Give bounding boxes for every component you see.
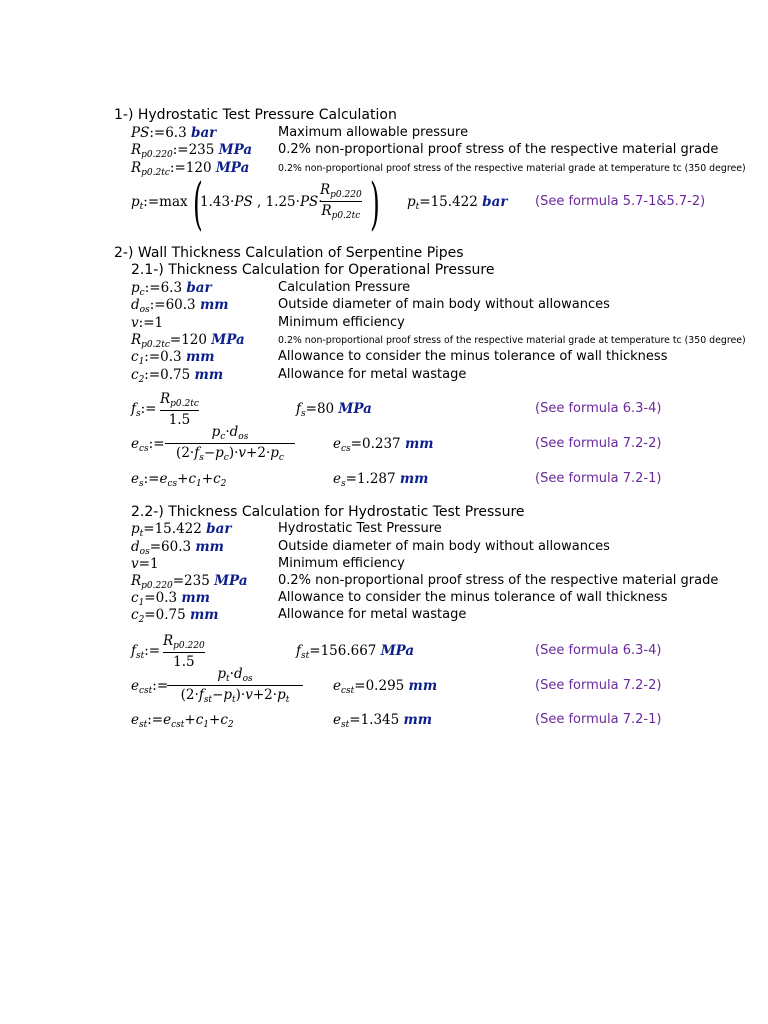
ps-value: 6.3 — [165, 125, 187, 141]
unit-bar: bar — [191, 125, 217, 141]
dos2-value: 60.3 — [161, 539, 192, 555]
ecs-result: $e_{cs}=0.237$ mm — [333, 436, 434, 454]
pc-description: Calculation Pressure — [278, 280, 411, 295]
ecs-reference: (See formula 7.2-2) — [535, 436, 662, 451]
unit-mm: mm — [189, 607, 219, 623]
ecs-formula-lhs: $e_{cs}:=$ — [131, 436, 165, 454]
dos-definition: $d_{os}:=60.3$ mm — [131, 297, 229, 315]
unit-mpa: MPa — [215, 160, 250, 176]
rp220-description-2: 0.2% non-proportional proof stress of the respective material grade — [278, 573, 719, 588]
v2-definition: v=1 — [131, 556, 159, 572]
pt-definition: $p_t=15.422$ bar — [131, 521, 232, 539]
fs-formula-lhs: $f_s:=$ — [131, 401, 157, 419]
pt-formula-args: 1.43·PS , 1.25·PS· — [200, 194, 323, 210]
pt-value: 15.422 — [154, 521, 202, 537]
ecs-formula-fraction: $p_c\cdot d_{os}$ $(2\cdot f_s-p_c)\cdot v+2\cdot p_c$ — [165, 424, 295, 463]
rp2tc-value-2: 120 — [181, 332, 207, 348]
pt-formula-lhs: $p_t:=\max$ — [131, 194, 188, 212]
pc-value: 6.3 — [160, 280, 183, 296]
fs-result-value: 80 — [316, 401, 335, 417]
fst-formula-lhs: $f_{st}:=$ — [131, 643, 161, 661]
fst-result: $f_{st}=156.667$ MPa — [296, 643, 415, 661]
section22-title: 2.2-) Thickness Calculation for Hydrostatic Test Pressure — [131, 504, 525, 520]
pt-formula-fraction: $R_{p0.220}$ $R_{p0.2tc}$ — [320, 182, 362, 221]
unit-mm: mm — [194, 367, 224, 383]
dos2-description: Outside diameter of main body without allowances — [278, 539, 610, 554]
fst-formula-fraction: $R_{p0.220}$ 1.5 — [163, 633, 205, 670]
unit-mm: mm — [185, 349, 215, 365]
ecst-result-value: 0.295 — [365, 678, 405, 694]
rp2tc-definition-2: $R_{p0.2tc}=120$ MPa — [131, 332, 245, 350]
unit-mpa: MPa — [211, 332, 245, 348]
ps-definition: PS:=6.3 bar — [131, 125, 217, 141]
dos2-definition: $d_{os}=60.3$ mm — [131, 539, 224, 557]
unit-mm: mm — [408, 678, 438, 694]
c1b-definition: $c_1=0.3$ mm — [131, 590, 210, 608]
close-paren-large: ) — [370, 172, 380, 237]
c1-description: Allowance to consider the minus tolerance of wall thickness — [278, 349, 668, 364]
ecst-result: $e_{cst}=0.295$ mm — [333, 678, 438, 696]
rp220-definition-2: $R_{p0.220}=235$ MPa — [131, 573, 248, 591]
section1-title: 1-) Hydrostatic Test Pressure Calculation — [114, 107, 397, 123]
unit-bar: bar — [206, 521, 232, 537]
pt-reference: (See formula 5.7-1&5.7-2) — [535, 194, 706, 209]
pt-result-value: 15.422 — [430, 194, 478, 210]
rp2tc-description-2: 0.2% non-proportional proof stress of the respective material grade at temperature tc (350 degree) — [278, 335, 746, 346]
ecst-reference: (See formula 7.2-2) — [535, 678, 662, 693]
unit-mm: mm — [181, 590, 210, 606]
es-formula: $e_s:=e_{cs}+c_1+c_2$ — [131, 471, 227, 489]
pc-definition: $p_c:=6.3$ bar — [131, 280, 212, 298]
fs-reference: (See formula 6.3-4) — [535, 401, 662, 416]
fst-reference: (See formula 6.3-4) — [535, 643, 662, 658]
pt-result: $p_t=15.422$ bar — [407, 194, 508, 212]
c1-value: 0.3 — [160, 349, 182, 365]
v2-description: Minimum efficiency — [278, 556, 405, 571]
v-definition: v:=1 — [131, 315, 164, 331]
unit-mm: mm — [195, 539, 224, 555]
open-paren-large: ( — [193, 172, 203, 237]
est-result: $e_{st}=1.345$ mm — [333, 712, 433, 730]
rp220-value: 235 — [188, 142, 215, 158]
c2-value: 0.75 — [160, 367, 191, 383]
unit-mm: mm — [399, 471, 429, 487]
unit-bar: bar — [482, 194, 508, 210]
es-result: $e_s=1.287$ mm — [333, 471, 429, 489]
unit-mpa: MPa — [380, 643, 415, 659]
c1b-description: Allowance to consider the minus tolerance of wall thickness — [278, 590, 668, 605]
unit-mm: mm — [403, 712, 433, 728]
section21-title: 2.1-) Thickness Calculation for Operational Pressure — [131, 262, 495, 278]
unit-mpa: MPa — [214, 573, 248, 589]
rp220-value-2: 235 — [184, 573, 210, 589]
ps-description: Maximum allowable pressure — [278, 125, 469, 140]
dos-value: 60.3 — [165, 297, 196, 313]
rp2tc-definition: $R_{p0.2tc}:=120$ MPa — [131, 160, 250, 178]
c2b-definition: $c_2=0.75$ mm — [131, 607, 219, 625]
rp220-definition: $R_{p0.220}:=235$ MPa — [131, 142, 253, 160]
ecst-formula-lhs: $e_{cst}:=$ — [131, 678, 169, 696]
rp220-description: 0.2% non-proportional proof stress of the respective material grade — [278, 142, 719, 157]
c2-definition: $c_2:=0.75$ mm — [131, 367, 224, 385]
unit-mpa: MPa — [218, 142, 253, 158]
es-reference: (See formula 7.2-1) — [535, 471, 662, 486]
v-value: 1 — [154, 315, 164, 331]
unit-bar: bar — [186, 280, 212, 296]
ecst-formula-fraction: $p_t\cdot d_{os}$ $(2\cdot f_{st}-p_t)\cdot v+2\cdot p_t$ — [167, 666, 303, 705]
c1-definition: $c_1:=0.3$ mm — [131, 349, 215, 367]
c2-description: Allowance for metal wastage — [278, 367, 467, 382]
ecs-result-value: 0.237 — [361, 436, 401, 452]
fs-formula-fraction: $R_{p0.2tc}$ 1.5 — [160, 391, 199, 428]
v-description: Minimum efficiency — [278, 315, 405, 330]
c2b-value: 0.75 — [155, 607, 186, 623]
est-formula: $e_{st}:=e_{cst}+c_1+c_2$ — [131, 712, 234, 730]
dos-description: Outside diameter of main body without allowances — [278, 297, 610, 312]
fst-result-value: 156.667 — [320, 643, 377, 659]
es-result-value: 1.287 — [356, 471, 396, 487]
est-result-value: 1.345 — [360, 712, 400, 728]
c2b-description: Allowance for metal wastage — [278, 607, 467, 622]
rp2tc-value: 120 — [185, 160, 212, 176]
pt-description: Hydrostatic Test Pressure — [278, 521, 442, 536]
fs-result: $f_s=80$ MPa — [296, 401, 372, 419]
est-reference: (See formula 7.2-1) — [535, 712, 662, 727]
unit-mm: mm — [404, 436, 434, 452]
section2-title: 2-) Wall Thickness Calculation of Serpentine Pipes — [114, 245, 464, 261]
rp2tc-description: 0.2% non-proportional proof stress of the respective material grade at temperature tc (350 degree) — [278, 163, 746, 174]
unit-mm: mm — [199, 297, 229, 313]
v2-value: 1 — [149, 556, 159, 572]
unit-mpa: MPa — [338, 401, 372, 417]
c1b-value: 0.3 — [155, 590, 178, 606]
